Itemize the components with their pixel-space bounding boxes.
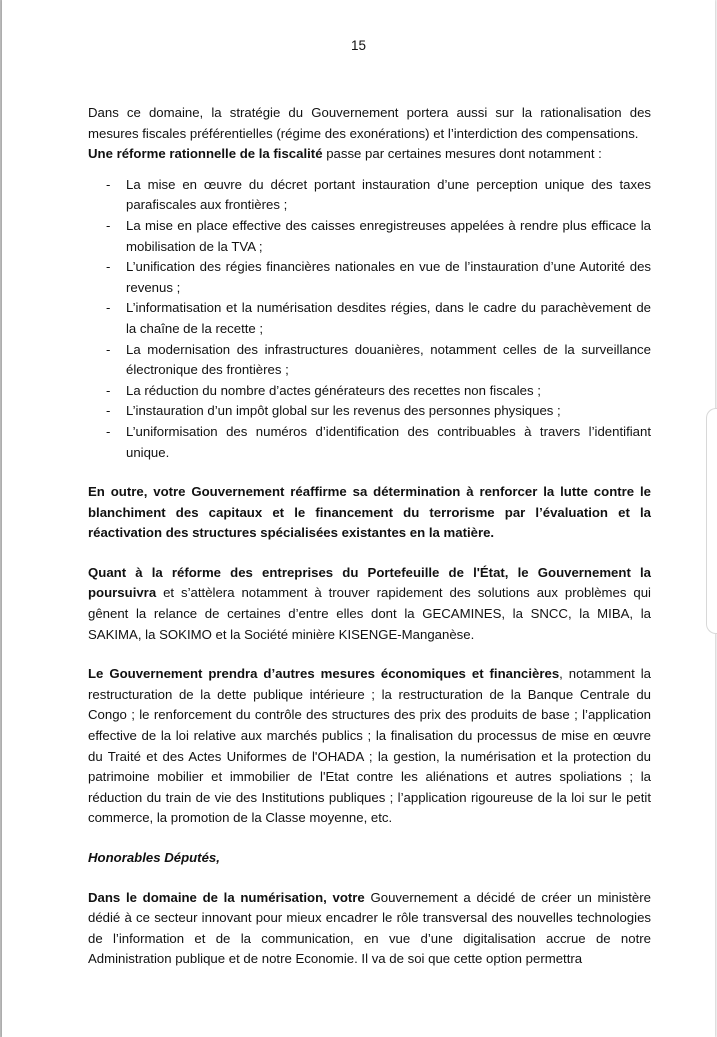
list-item: - La mise en place effective des caisses enregistreuses appelées à rendre plus efficace la mobilisation de la TVA ; (106, 217, 651, 254)
bullet-dash: - (106, 300, 111, 316)
bullet-dash: - (106, 259, 111, 275)
list-item: - L’unification des régies financières nationales en vue de l’instauration d’une Autorité des revenus ; (106, 259, 651, 295)
bullet-dash: - (106, 423, 111, 439)
paragraph-economic-measures: Le Gouvernement prendra d’autres mesures économiques et financières, notamment la restructuration de la dette publique intérieure ; la restructuration de la Banque Centrale du Congo ; le renforcement du contrôle des structures des prix des produits de base ; l’application effective de la loi relative aux marchés publics ; la finalisation du processus de mise en œuvre du Traité et des Actes Uniformes de l'OHADA ; la gestion, la numérisation et la protection du patrimoine mobilier et immobilier de l'Etat contre les aliénations et autres spoliations ; la réduction du train de vie des Institutions publiques ; l’application rigoureuse de la loi sur le petit commerce, la promotion de la Classe moyenne, etc. (88, 666, 651, 826)
bullet-dash: - (106, 341, 111, 357)
list-item: - La modernisation des infrastructures douanières, notamment celles de la surveillance électronique des frontières ; (106, 341, 651, 378)
paragraph-digitalization: Dans le domaine de la numérisation, votre Gouvernement a décidé de créer un ministère dédié à ce secteur innovant pour mieux encadrer le rôle transversal des nouvelles technologies de l’information et de la communication, en vue d’une digitalisation accrue de notre Administration publique et de notre Economie. Il va de soi que cette option permettra (88, 889, 651, 967)
list-item: - L’informatisation et la numérisation desdites régies, dans le cadre du parachèvement de la chaîne de la recette ; (106, 300, 651, 336)
measures-list (88, 175, 651, 463)
list-item: - La réduction du nombre d’actes générateurs des recettes non fiscales ; (88, 381, 651, 402)
document-page (2, 0, 715, 1037)
salutation: Honorables Députés, (88, 850, 220, 865)
side-scroll-tab[interactable] (706, 408, 717, 634)
bullet-dash: - (106, 176, 111, 192)
list-item: - La mise en œuvre du décret portant instauration d’une perception unique des taxes parafiscales aux frontières ; (106, 176, 651, 213)
bullet-dash: - (106, 217, 111, 233)
list-item: - L’instauration d’un impôt global sur les revenus des personnes physiques ; (88, 401, 651, 422)
fiscal-reform-intro: passe par certaines mesures dont notamment : (322, 146, 602, 162)
paragraph-strategy: Dans ce domaine, la stratégie du Gouvernement portera aussi sur la rationalisation des mesures fiscales préférentielles (régime des exonérations) et l’interdiction des compensations. (88, 105, 651, 141)
page-number: 15 (350, 38, 367, 53)
page-content (88, 103, 651, 970)
paragraph-portfolio-reform: Quant à la réforme des entreprises du Portefeuille de l'État, le Gouvernement la poursuivra et s’attèlera notamment à trouver rapidement des solutions aux problèmes qui gênent la relance de certaines d’entre elles dont la GECAMINES, la SNCC, la MIBA, la SAKIMA, la SOKIMO et la Société minière KISENGE-Manganèse. (88, 564, 651, 642)
paragraph-money-laundering: En outre, votre Gouvernement réaffirme sa détermination à renforcer la lutte contre le blanchiment des capitaux et le financement du terrorisme par l’évaluation et la réactivation des structures spécialisées existantes en la matière. (88, 484, 651, 541)
bullet-dash: - (106, 382, 111, 398)
fiscal-reform-heading: Une réforme rationnelle de la fiscalité (88, 146, 323, 162)
bullet-dash: - (106, 403, 111, 419)
list-item: - L’uniformisation des numéros d’identification des contribuables à travers l’identifiant unique. (106, 423, 651, 460)
paragraph-fiscal-reform (88, 144, 651, 165)
